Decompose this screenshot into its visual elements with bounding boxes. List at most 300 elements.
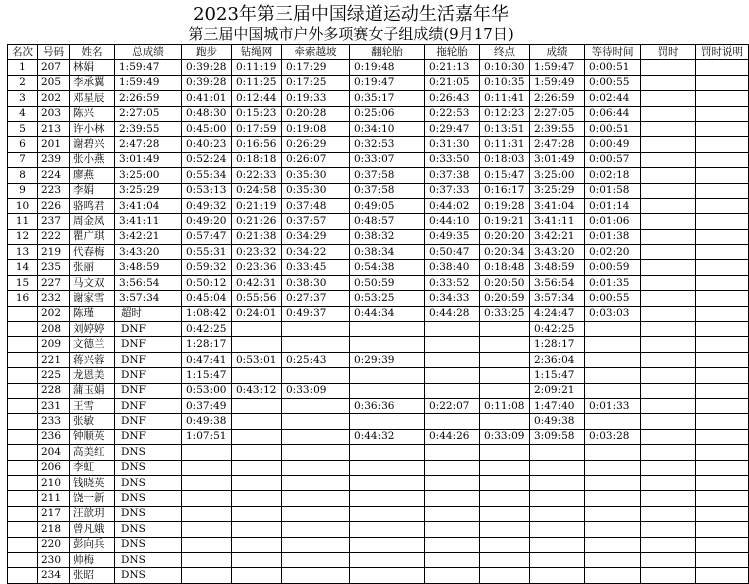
table-row <box>8 537 749 552</box>
table-cell: 1 <box>8 60 38 75</box>
table-cell: 1:15:47 <box>182 368 232 383</box>
table-cell: 张敏 <box>70 414 115 429</box>
table-cell: 0:53:00 <box>182 383 232 398</box>
table-cell: 0:25:06 <box>350 106 425 121</box>
table-cell <box>696 429 749 444</box>
table-cell: 219 <box>38 245 70 260</box>
table-cell <box>641 537 696 552</box>
table-cell: 谢家雪 <box>70 291 115 306</box>
table-cell: 0:38:32 <box>350 229 425 244</box>
table-cell: 0:01:06 <box>585 214 641 229</box>
table-cell <box>696 106 749 121</box>
table-cell: 0:18:48 <box>480 260 530 275</box>
table-cell: 205 <box>38 75 70 90</box>
table-cell: 0:02:44 <box>585 91 641 106</box>
table-cell <box>696 75 749 90</box>
table-cell: 张昭 <box>70 568 115 583</box>
table-cell: 0:33:09 <box>480 429 530 444</box>
table-cell <box>350 460 425 475</box>
table-cell: 3:09:58 <box>530 429 585 444</box>
table-cell <box>282 522 350 537</box>
table-cell: DNS <box>115 552 182 567</box>
table-cell <box>480 383 530 398</box>
table-cell: DNF <box>115 383 182 398</box>
table-cell <box>696 198 749 213</box>
table-cell <box>641 429 696 444</box>
table-row <box>8 522 749 537</box>
table-row <box>8 491 749 506</box>
table-cell: 0:55:31 <box>182 245 232 260</box>
table-cell: 钱晓英 <box>70 475 115 490</box>
table-cell: 0:33:50 <box>425 152 480 167</box>
table-row <box>8 398 749 413</box>
table-cell <box>350 337 425 352</box>
table-cell <box>530 552 585 567</box>
table-cell: 0:20:50 <box>480 275 530 290</box>
table-cell <box>696 60 749 75</box>
table-cell: 0:00:51 <box>585 60 641 75</box>
table-cell: 0:11:31 <box>480 137 530 152</box>
table-cell: 0:03:28 <box>585 429 641 444</box>
table-cell: 13 <box>8 245 38 260</box>
table-cell: 0:00:59 <box>585 260 641 275</box>
table-cell: 0:17:59 <box>232 121 282 136</box>
table-row <box>8 460 749 475</box>
table-cell: 223 <box>38 183 70 198</box>
table-cell: 3:42:21 <box>530 229 585 244</box>
table-cell <box>425 322 480 337</box>
table-cell <box>530 445 585 460</box>
table-cell: 0:50:59 <box>350 275 425 290</box>
column-header: 翻轮胎 <box>350 45 425 60</box>
table-cell <box>8 475 38 490</box>
table-row <box>8 137 749 152</box>
table-cell: 0:52:24 <box>182 152 232 167</box>
table-cell: 0:27:37 <box>282 291 350 306</box>
table-cell <box>182 506 232 521</box>
table-cell <box>232 445 282 460</box>
table-cell: 0:37:48 <box>282 198 350 213</box>
table-cell: 203 <box>38 106 70 121</box>
table-cell: 3:25:29 <box>115 183 182 198</box>
table-cell <box>182 445 232 460</box>
table-cell: 1:28:17 <box>182 337 232 352</box>
table-cell: 0:15:47 <box>480 168 530 183</box>
table-cell: 2:39:55 <box>530 121 585 136</box>
table-row <box>8 91 749 106</box>
page-title: 2023年第三届中国绿道运动生活嘉年华 <box>193 4 509 25</box>
table-cell <box>232 537 282 552</box>
table-cell <box>641 491 696 506</box>
table-cell <box>480 337 530 352</box>
table-cell: 0:06:44 <box>585 106 641 121</box>
table-cell <box>8 537 38 552</box>
table-cell: 2:26:59 <box>530 91 585 106</box>
table-cell <box>282 491 350 506</box>
table-cell <box>585 383 641 398</box>
table-cell: 1:59:49 <box>115 75 182 90</box>
table-cell <box>232 398 282 413</box>
table-cell: 0:42:31 <box>232 275 282 290</box>
table-cell <box>232 414 282 429</box>
table-cell <box>585 552 641 567</box>
table-cell <box>641 168 696 183</box>
table-cell: DNF <box>115 368 182 383</box>
table-cell: 0:33:25 <box>480 306 530 321</box>
table-cell <box>8 383 38 398</box>
table-cell: 陈兴 <box>70 106 115 121</box>
table-cell <box>696 322 749 337</box>
table-cell <box>425 352 480 367</box>
table-cell: 0:45:04 <box>182 291 232 306</box>
table-cell <box>696 152 749 167</box>
table-cell: 0:00:55 <box>585 291 641 306</box>
table-cell: 0:53:01 <box>232 352 282 367</box>
table-cell: 12 <box>8 229 38 244</box>
column-header: 姓名 <box>70 45 115 60</box>
table-cell: 0:12:44 <box>232 91 282 106</box>
column-header: 成绩 <box>530 45 585 60</box>
table-cell: 1:47:40 <box>530 398 585 413</box>
table-cell <box>182 491 232 506</box>
table-cell: 3:57:34 <box>530 291 585 306</box>
table-row <box>8 168 749 183</box>
table-cell: 206 <box>38 460 70 475</box>
table-cell: 0:37:58 <box>350 168 425 183</box>
table-cell <box>282 568 350 583</box>
table-cell <box>585 368 641 383</box>
table-cell <box>696 445 749 460</box>
table-cell <box>282 398 350 413</box>
table-cell: 2:36:04 <box>530 352 585 367</box>
table-cell: DNS <box>115 537 182 552</box>
table-cell <box>530 475 585 490</box>
table-cell <box>425 522 480 537</box>
table-cell <box>350 522 425 537</box>
table-cell <box>641 475 696 490</box>
table-cell <box>425 337 480 352</box>
table-cell: 0:38:40 <box>425 260 480 275</box>
table-cell: 0:21:26 <box>232 214 282 229</box>
table-cell <box>232 475 282 490</box>
table-cell: 4:24:47 <box>530 306 585 321</box>
table-cell: 帅梅 <box>70 552 115 567</box>
column-header: 拖轮胎 <box>425 45 480 60</box>
table-cell: 0:33:52 <box>425 275 480 290</box>
table-cell <box>696 121 749 136</box>
table-row <box>8 75 749 90</box>
table-cell: 0:22:07 <box>425 398 480 413</box>
table-cell: DNF <box>115 414 182 429</box>
table-cell: 0:50:12 <box>182 275 232 290</box>
table-cell: 0:40:23 <box>182 137 232 152</box>
table-cell <box>8 398 38 413</box>
table-cell <box>8 306 38 321</box>
table-cell: DNS <box>115 522 182 537</box>
table-cell <box>282 552 350 567</box>
table-cell <box>232 506 282 521</box>
table-cell: 0:34:29 <box>282 229 350 244</box>
table-cell: 0:49:38 <box>530 414 585 429</box>
table-cell: 0:11:08 <box>480 398 530 413</box>
table-cell: 220 <box>38 537 70 552</box>
table-cell <box>182 552 232 567</box>
table-cell <box>480 445 530 460</box>
table-cell: 0:36:36 <box>350 398 425 413</box>
table-cell: DNS <box>115 491 182 506</box>
table-cell: 202 <box>38 306 70 321</box>
results-table <box>7 44 749 584</box>
table-cell <box>696 183 749 198</box>
table-cell <box>282 429 350 444</box>
table-cell: 0:00:51 <box>585 121 641 136</box>
table-cell <box>480 491 530 506</box>
table-cell: 0:20:20 <box>480 229 530 244</box>
table-cell: 210 <box>38 475 70 490</box>
table-cell: 0:00:55 <box>585 75 641 90</box>
table-row <box>8 60 749 75</box>
table-row <box>8 383 749 398</box>
table-cell: 0:21:05 <box>425 75 480 90</box>
table-cell <box>350 568 425 583</box>
table-cell <box>641 214 696 229</box>
table-cell <box>696 506 749 521</box>
table-cell: DNS <box>115 506 182 521</box>
table-row <box>8 291 749 306</box>
table-cell <box>696 168 749 183</box>
table-cell <box>641 291 696 306</box>
table-cell <box>696 91 749 106</box>
table-cell: 2:47:28 <box>115 137 182 152</box>
table-cell: 231 <box>38 398 70 413</box>
table-cell <box>530 506 585 521</box>
table-cell <box>282 322 350 337</box>
table-row <box>8 183 749 198</box>
table-cell: 0:29:39 <box>350 352 425 367</box>
table-cell: 0:26:29 <box>282 137 350 152</box>
table-cell: 2:27:05 <box>530 106 585 121</box>
table-cell <box>182 460 232 475</box>
table-cell <box>585 337 641 352</box>
table-cell: 1:59:49 <box>530 75 585 90</box>
table-cell: 3:25:00 <box>530 168 585 183</box>
table-cell: 0:33:09 <box>282 383 350 398</box>
table-cell <box>282 414 350 429</box>
table-cell <box>696 352 749 367</box>
table-cell <box>696 522 749 537</box>
table-cell: 0:49:32 <box>182 198 232 213</box>
table-cell <box>282 506 350 521</box>
table-cell: 204 <box>38 445 70 460</box>
table-cell: 1:07:51 <box>182 429 232 444</box>
table-cell <box>425 568 480 583</box>
table-cell <box>182 475 232 490</box>
table-cell: 239 <box>38 152 70 167</box>
table-cell: 8 <box>8 168 38 183</box>
table-cell <box>350 368 425 383</box>
table-row <box>8 337 749 352</box>
table-cell: 0:37:58 <box>350 183 425 198</box>
table-row <box>8 245 749 260</box>
table-cell <box>585 491 641 506</box>
table-cell: 0:44:02 <box>425 198 480 213</box>
table-cell <box>585 414 641 429</box>
table-cell: 2:47:28 <box>530 137 585 152</box>
table-cell <box>350 383 425 398</box>
table-cell: 0:10:35 <box>480 75 530 90</box>
table-cell: 3:01:49 <box>115 152 182 167</box>
table-cell <box>282 460 350 475</box>
table-cell: 9 <box>8 183 38 198</box>
column-header: 等待时间 <box>585 45 641 60</box>
table-cell: 0:37:33 <box>425 183 480 198</box>
table-cell: 213 <box>38 121 70 136</box>
table-cell <box>585 568 641 583</box>
table-cell <box>641 460 696 475</box>
table-cell <box>641 91 696 106</box>
table-cell <box>641 352 696 367</box>
table-cell <box>641 368 696 383</box>
table-cell: 1:59:47 <box>530 60 585 75</box>
table-cell: 0:23:36 <box>232 260 282 275</box>
table-cell: 0:25:43 <box>282 352 350 367</box>
table-cell: 0:39:28 <box>182 75 232 90</box>
column-header: 钻绳网 <box>232 45 282 60</box>
table-cell <box>480 352 530 367</box>
table-cell: 0:45:00 <box>182 121 232 136</box>
table-cell: DNF <box>115 337 182 352</box>
table-cell <box>232 322 282 337</box>
table-cell: 217 <box>38 506 70 521</box>
table-cell <box>530 568 585 583</box>
table-cell: 0:35:30 <box>282 168 350 183</box>
table-cell: 2:09:21 <box>530 383 585 398</box>
table-cell: 0:33:45 <box>282 260 350 275</box>
table-cell: 0:42:25 <box>182 322 232 337</box>
table-cell <box>425 475 480 490</box>
table-cell: 龙恩美 <box>70 368 115 383</box>
table-cell: 0:12:23 <box>480 106 530 121</box>
table-cell <box>480 537 530 552</box>
table-cell <box>232 368 282 383</box>
table-cell: 0:48:30 <box>182 106 232 121</box>
table-cell: DNS <box>115 568 182 583</box>
table-cell <box>480 552 530 567</box>
table-cell: 0:35:30 <box>282 183 350 198</box>
table-row <box>8 352 749 367</box>
table-cell <box>696 337 749 352</box>
table-cell: 0:44:28 <box>425 306 480 321</box>
table-cell <box>425 491 480 506</box>
table-cell <box>182 537 232 552</box>
table-cell: 0:23:32 <box>232 245 282 260</box>
table-cell: 饶一新 <box>70 491 115 506</box>
table-cell: 228 <box>38 383 70 398</box>
table-row <box>8 552 749 567</box>
table-cell: 234 <box>38 568 70 583</box>
table-cell: 0:37:38 <box>425 168 480 183</box>
table-cell: 李虹 <box>70 460 115 475</box>
table-cell: 224 <box>38 168 70 183</box>
table-cell <box>232 429 282 444</box>
table-cell: 237 <box>38 214 70 229</box>
table-cell: 钟顺英 <box>70 429 115 444</box>
table-cell: 227 <box>38 275 70 290</box>
table-cell <box>282 337 350 352</box>
table-cell <box>585 506 641 521</box>
table-cell <box>425 383 480 398</box>
table-cell: 0:24:58 <box>232 183 282 198</box>
table-cell: 邓星辰 <box>70 91 115 106</box>
table-cell: 0:48:57 <box>350 214 425 229</box>
table-cell: 0:47:41 <box>182 352 232 367</box>
table-cell: 14 <box>8 260 38 275</box>
table-cell <box>182 522 232 537</box>
table-cell <box>232 491 282 506</box>
table-cell: 0:03:03 <box>585 306 641 321</box>
table-cell: 2:27:05 <box>115 106 182 121</box>
table-cell: 0:33:07 <box>350 152 425 167</box>
table-cell <box>696 306 749 321</box>
table-cell: 0:11:41 <box>480 91 530 106</box>
table-cell: 0:19:08 <box>282 121 350 136</box>
table-cell <box>530 522 585 537</box>
table-cell <box>696 537 749 552</box>
table-cell: 202 <box>38 91 70 106</box>
table-cell: 0:59:32 <box>182 260 232 275</box>
table-cell <box>182 568 232 583</box>
table-cell <box>282 475 350 490</box>
table-cell <box>350 445 425 460</box>
table-cell: 0:38:34 <box>350 245 425 260</box>
table-cell: 0:16:17 <box>480 183 530 198</box>
table-cell: 超时 <box>115 306 182 321</box>
table-cell: 王雪 <box>70 398 115 413</box>
table-cell: 0:11:19 <box>232 60 282 75</box>
table-cell <box>350 552 425 567</box>
table-cell <box>696 414 749 429</box>
table-cell <box>641 322 696 337</box>
table-cell <box>641 552 696 567</box>
table-cell: 0:43:12 <box>232 383 282 398</box>
table-row <box>8 275 749 290</box>
table-cell <box>8 352 38 367</box>
table-cell: 蒲玉娟 <box>70 383 115 398</box>
table-cell: 6 <box>8 137 38 152</box>
table-cell: DNS <box>115 445 182 460</box>
table-cell: 226 <box>38 198 70 213</box>
table-cell: DNF <box>115 429 182 444</box>
table-cell <box>425 460 480 475</box>
table-cell <box>585 460 641 475</box>
table-cell <box>585 522 641 537</box>
table-cell: 马文双 <box>70 275 115 290</box>
table-row <box>8 368 749 383</box>
table-cell: 0:34:33 <box>425 291 480 306</box>
table-cell <box>696 368 749 383</box>
table-cell <box>641 106 696 121</box>
table-cell <box>350 506 425 521</box>
table-cell: 曾凡娥 <box>70 522 115 537</box>
table-cell: 1:08:42 <box>182 306 232 321</box>
table-cell <box>696 245 749 260</box>
table-cell: 0:01:33 <box>585 398 641 413</box>
table-cell: 0:37:57 <box>282 214 350 229</box>
table-cell: 230 <box>38 552 70 567</box>
table-cell: 1:59:47 <box>115 60 182 75</box>
table-cell <box>641 121 696 136</box>
table-cell: 0:49:20 <box>182 214 232 229</box>
